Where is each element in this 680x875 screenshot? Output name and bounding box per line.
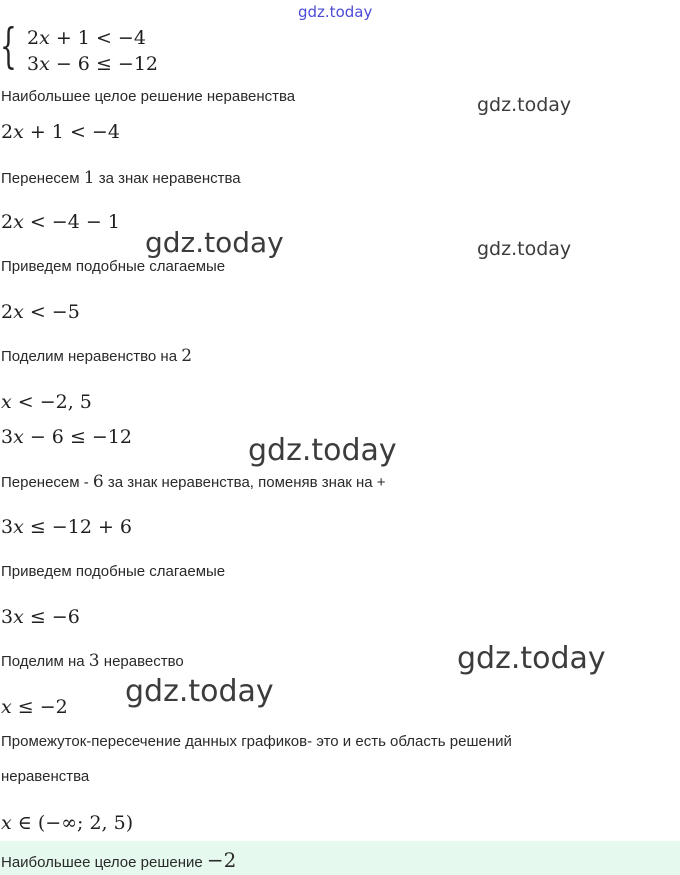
step-math: x ≤ −2	[1, 696, 68, 718]
system-line-1: 2x + 1 < −4	[27, 27, 146, 49]
step-text: Поделим неравенство на 2	[1, 346, 193, 366]
step-math: 3x ≤ −12 + 6	[1, 516, 132, 538]
step-text: Промежуток-пересечение данных графиков- это и есть область решений	[1, 733, 512, 750]
watermark: gdz.today	[145, 226, 284, 259]
step-math: 3x − 6 ≤ −12	[1, 426, 132, 448]
watermark: gdz.today	[477, 238, 572, 260]
step-math: 2x < −5	[1, 301, 80, 323]
watermark: gdz.today	[457, 641, 606, 676]
step-text: Наибольшее целое решение неравенства	[1, 88, 296, 105]
system-line-2: 3x − 6 ≤ −12	[27, 53, 158, 75]
step-math: 2x < −4 − 1	[1, 211, 120, 233]
watermark-top: gdz.today	[298, 3, 373, 21]
watermark: gdz.today	[477, 94, 572, 116]
step-text: Приведем подобные слагаемые	[1, 563, 226, 580]
step-text: неравенства	[1, 768, 90, 785]
step-math: 3x ≤ −6	[1, 606, 80, 628]
watermark: gdz.today	[125, 674, 274, 709]
system-brace: {	[0, 18, 17, 74]
step-text: Перенесем - 6 за знак неравенства, поменяв знак на +	[1, 472, 386, 492]
step-text: Перенесем 1 за знак неравенства	[1, 168, 241, 188]
watermark: gdz.today	[248, 433, 397, 468]
step-text: Приведем подобные слагаемые	[1, 258, 226, 275]
step-math: x ∈ (−∞; 2, 5)	[1, 812, 134, 834]
step-math: 2x + 1 < −4	[1, 121, 120, 143]
final-answer: Наибольшее целое решение −2	[1, 848, 237, 872]
step-text: Поделим на 3 неравество	[1, 651, 184, 671]
step-math: x < −2, 5	[1, 391, 92, 413]
